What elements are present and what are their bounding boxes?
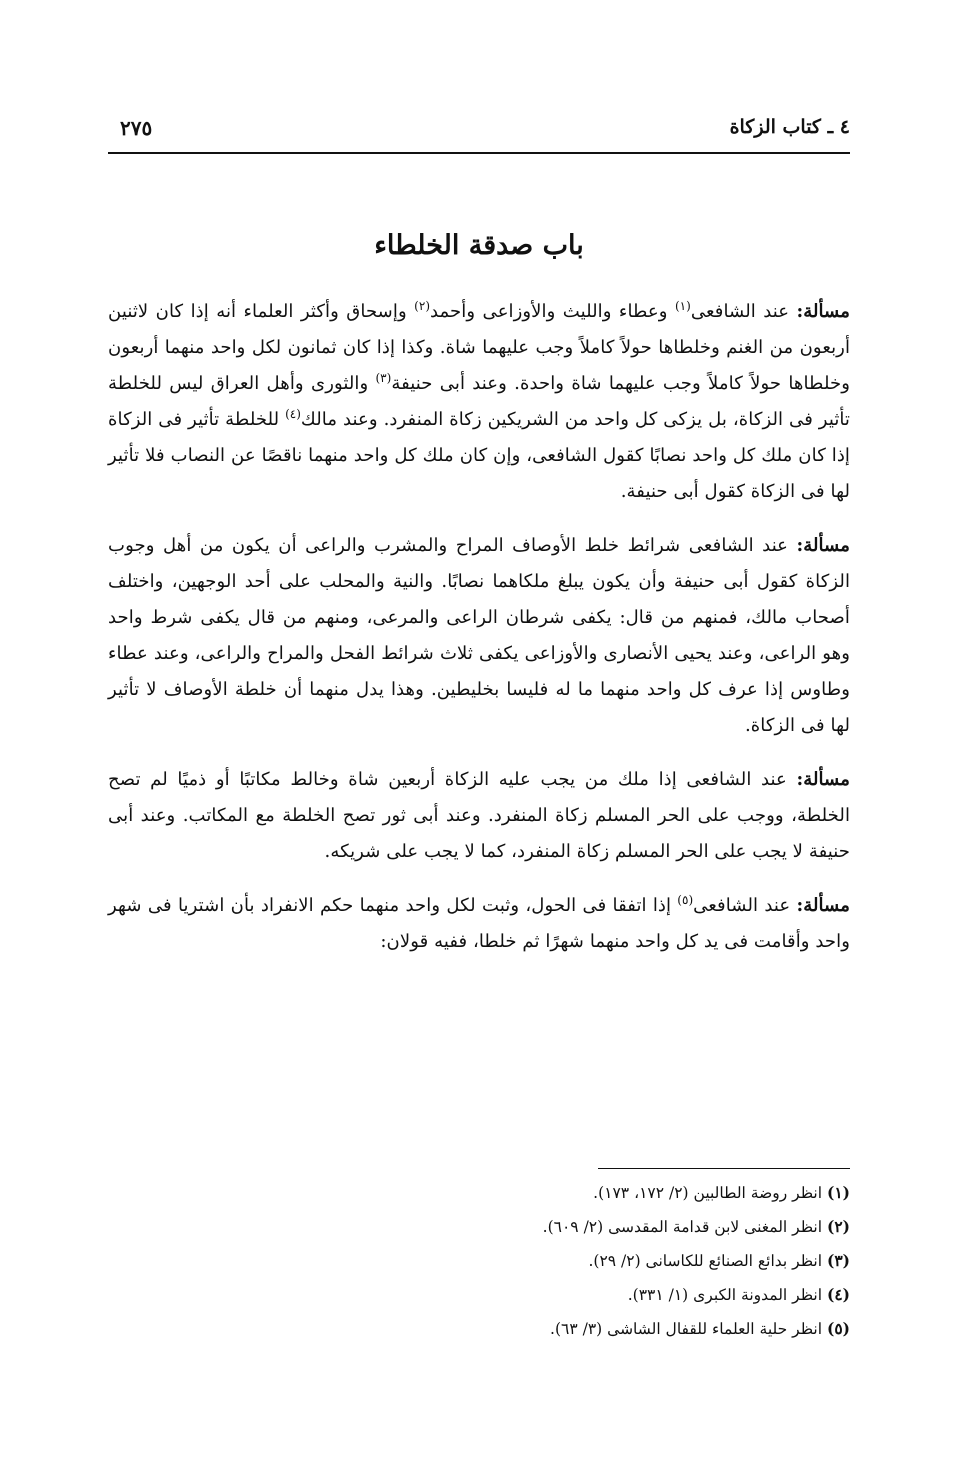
footnote-text: انظر حلية العلماء للقفال الشاشى (٣/ ٦٣). — [550, 1320, 827, 1338]
running-head: ٤ ـ كتاب الزكاة — [729, 116, 850, 138]
footnote-ref-1: (١) — [674, 298, 691, 313]
footnote-ref-3: (٣) — [375, 370, 392, 385]
footnote-4 — [108, 1278, 850, 1312]
page-header — [108, 112, 850, 156]
footnote-number: (٢) — [826, 1217, 850, 1236]
paragraph-text: عند الشافعى — [690, 301, 797, 322]
paragraph-2 — [108, 528, 850, 744]
footnote-text: انظر روضة الطالبين (٢/ ١٧٢، ١٧٣). — [593, 1184, 827, 1202]
footnote-number: (٤) — [826, 1285, 850, 1304]
paragraph-text: عند الشافعى شرائط خلط الأوصاف المراح والمشرب والراعى أن يكون من أهل وجوب الزكاة كقول أبى حنيفة وأن يكون يبلغ ملكاهما نصابًا. والنية والمحلب على أحد الوجهين، واختلف أصحاب مالك، فمنهم من قال: يكفى شرطان الراعى والمرعى، ومنهم من قال يكفى شرط واحد وهو الراعى، وعند يحيى الأنصارى والأوزاعى يكفى ثلاث شرائط الفحل والمراح والراعى، وعند عطاء وطاوس إذا عرف كل واحد منهما ما له فليسا بخليطين. وهذا يدل منهما أن خلطة الأوصاف لا تأثير لها فى الزكاة. — [108, 535, 850, 736]
paragraph-text: وعطاء والليث والأوزاعى وأحمد — [430, 301, 675, 322]
paragraph-3 — [108, 762, 850, 870]
paragraph-lead: مسألة: — [796, 301, 851, 322]
paragraph-lead: مسألة: — [796, 769, 850, 790]
paragraph-text: للخلطة تأثير فى الزكاة إذا كان ملك كل واحد نصابًا كقول الشافعى، وإن كان ملك كل واحد منهما ناقصًا عن النصاب فلا تأثير لها فى الزكاة كقول أبى حنيفة. — [108, 409, 850, 502]
footnote-1 — [108, 1176, 850, 1210]
chapter-title: باب صدقة الخلطاء — [374, 230, 584, 262]
footnote-ref-5: (٥) — [677, 892, 694, 907]
footnote-5 — [108, 1312, 850, 1346]
footnote-3 — [108, 1244, 850, 1278]
paragraph-text: وإسحاق وأكثر العلماء أنه إذا كان لاثنين أربعون من الغنم وخلطاها حولاً كاملاً وجب عليهما شاة. وكذا إذا كان ثمانون لكل واحد منهما أربعون وخلطاها حولاً كاملاً وجب عليهما شاة واحدة. وعند أبى حنيفة — [108, 301, 850, 394]
footnote-separator — [598, 1168, 850, 1169]
footnote-number: (٣) — [826, 1251, 850, 1270]
main-text — [108, 294, 850, 978]
paragraph-text: والثورى وأهل العراق ليس للخلطة تأثير فى الزكاة، بل يزكى كل واحد من الشريكين زكاة المنفرد. وعند مالك — [108, 373, 850, 430]
paragraph-lead: مسألة: — [796, 535, 850, 556]
footnote-number: (١) — [826, 1183, 850, 1202]
footnotes — [108, 1176, 850, 1346]
footnote-ref-2: (٢) — [414, 298, 430, 313]
footnote-text: انظر المدونة الكبرى (١/ ٣٣١). — [627, 1286, 827, 1304]
paragraph-text: عند الشافعى — [693, 895, 797, 916]
paragraph-text: عند الشافعى إذا ملك من يجب عليه الزكاة أربعين شاة وخالط مكاتبًا أو ذميًا لم تصح الخلطة، ووجب على الحر المسلم زكاة المنفرد. وعند أبى ثور تصح الخلطة مع المكاتب. وعند أبى حنيفة لا يجب على الحر المسلم زكاة المنفرد، كما لا يجب على شريكه. — [108, 769, 850, 862]
footnote-ref-4: (٤) — [285, 406, 301, 421]
footnote-2 — [108, 1210, 850, 1244]
footnote-number: (٥) — [826, 1319, 850, 1338]
paragraph-1 — [108, 294, 850, 510]
paragraph-lead: مسألة: — [796, 895, 850, 916]
footnote-text: انظر بدائع الصنائع للكاسانى (٢/ ٢٩). — [588, 1252, 827, 1270]
page-number: ٢٧٥ — [120, 116, 153, 140]
paragraph-4 — [108, 888, 850, 960]
header-rule — [108, 152, 850, 154]
paragraph-text: إذا اتفقا فى الحول، وثبت لكل واحد منهما حكم الانفراد بأن اشتريا فى شهر واحد وأقامت فى يد كل واحد منهما شهرًا ثم خلطا، ففيه قولان: — [108, 895, 850, 952]
footnote-text: انظر المغنى لابن قدامة المقدسى (٢/ ٦٠٩). — [542, 1218, 827, 1236]
